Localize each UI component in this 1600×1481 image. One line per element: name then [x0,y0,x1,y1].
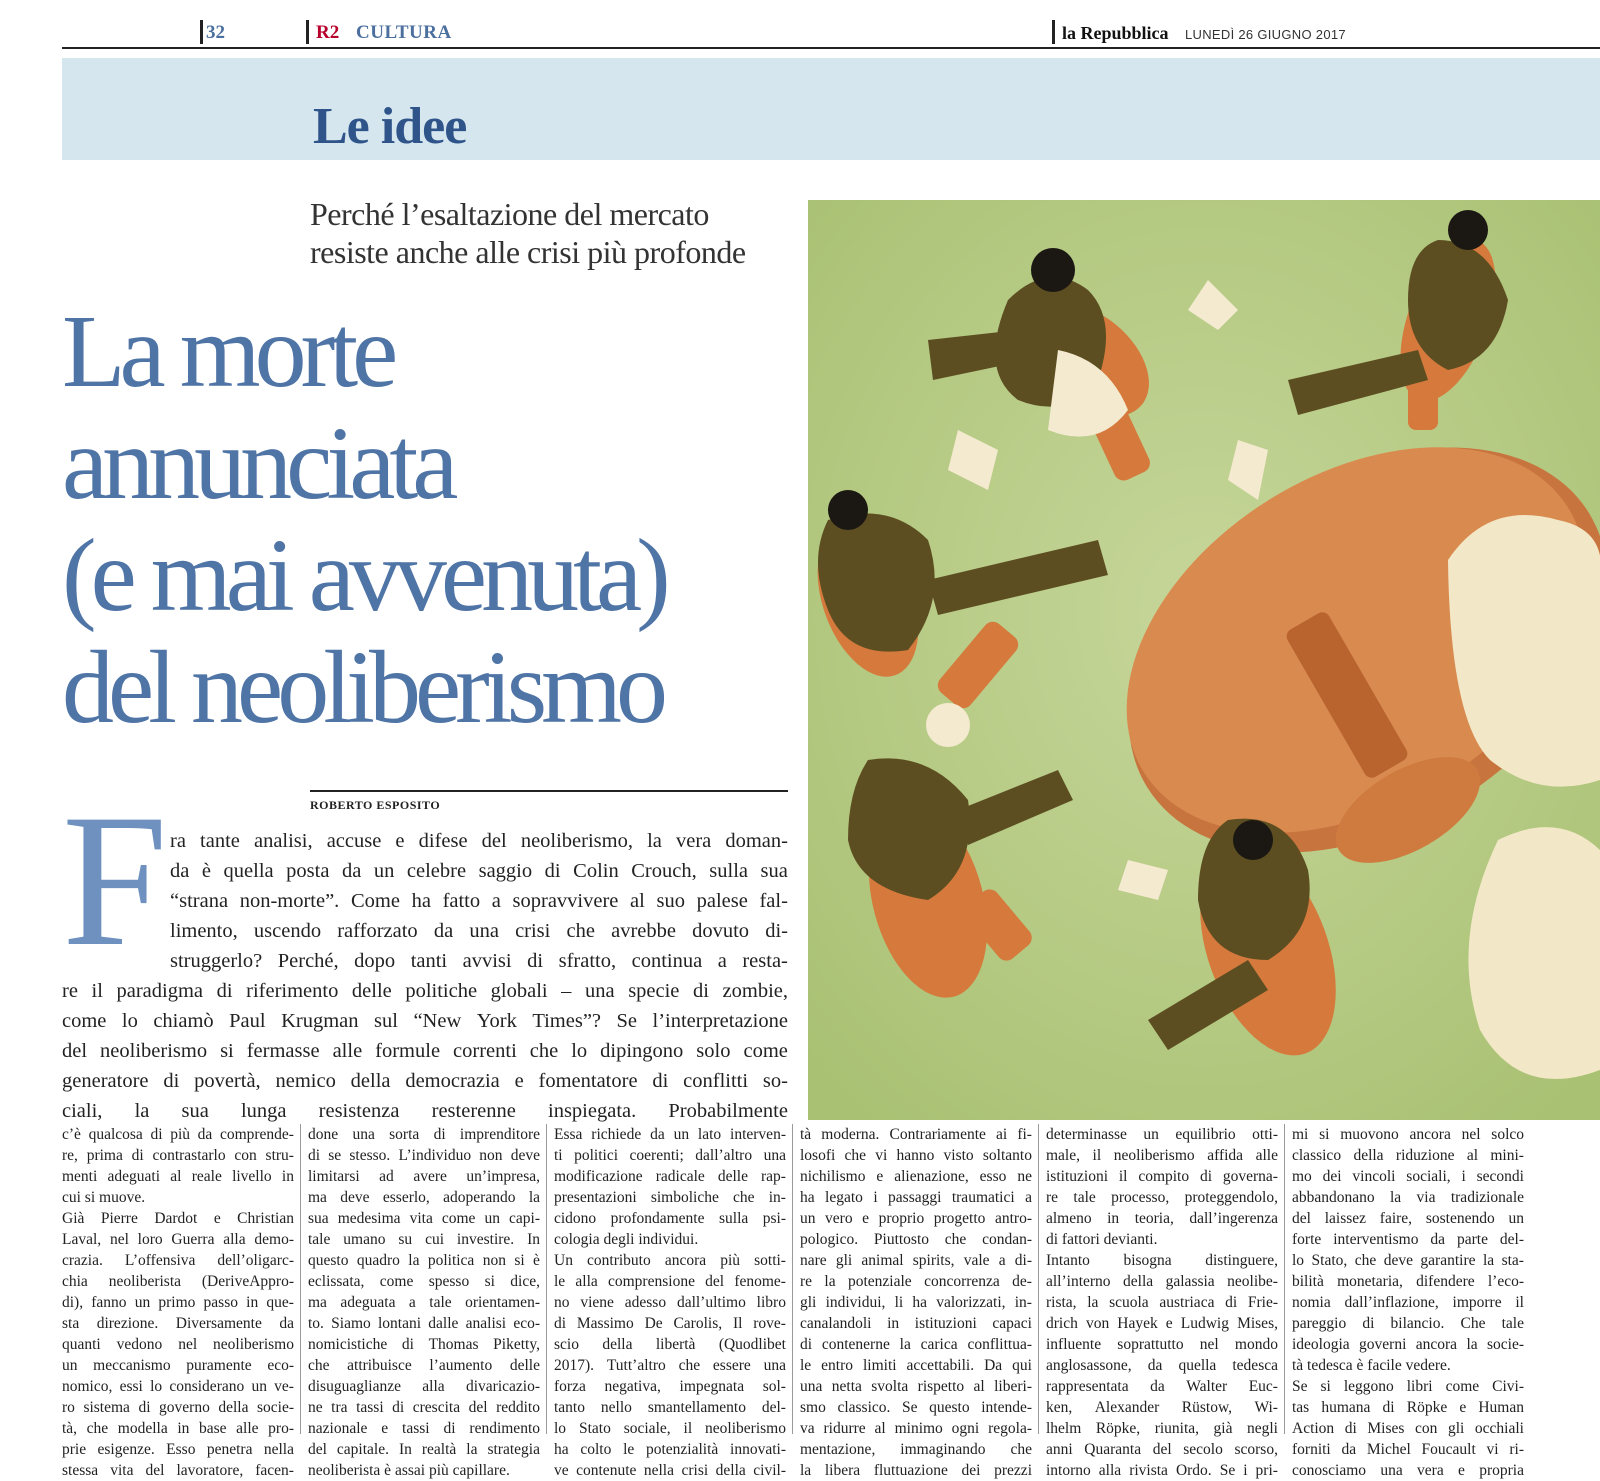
lead-line: limento, uscendo rafforzato da una crisi che avrebbe dovuto di- [170,920,788,942]
header-rule [62,47,1600,49]
page-number-divider [200,20,203,44]
subtitle [310,195,810,271]
section-divider [306,20,309,44]
body-line: tà moderna. Contrariamente ai fi- [800,1126,1032,1143]
body-line: forza negativa, impegnata sol- [554,1378,786,1395]
body-line: pologico. Piuttosto che condan- [800,1231,1032,1248]
body-line: male, il neoliberismo affida alle [1046,1147,1278,1164]
body-line: mentazione, immaginando che [800,1441,1032,1458]
lead-line: ciali, la sua lunga resistenza resterenne inspiegata. Probabilmente [62,1100,788,1122]
body-line: tanto nello smantellamento del- [554,1399,786,1416]
body-line: nichilismo e alienazione, esso ne [800,1168,1032,1185]
body-line: ha legato i passaggi traumatici a [800,1189,1032,1206]
body-line: limitarsi ad avere un’impresa, [308,1168,540,1185]
body-line: forte interventismo da parte del- [1292,1231,1524,1248]
headline-line: La morte [62,294,393,409]
body-line: ideologia governi ancora la socie- [1292,1336,1524,1353]
body-line: ne tra tassi di crescita del reddito [308,1399,540,1416]
column-rule [300,1124,301,1434]
body-line: determinasse un equilibrio otti- [1046,1126,1278,1143]
section-name: CULTURA [356,22,452,43]
body-line: drich von Hayek e Ludwig Mises, [1046,1315,1278,1332]
body-line: tà tedesca è facile vedere. [1292,1357,1451,1374]
body-line: ve contenute nella crisi della civil- [554,1462,786,1479]
body-line: re, prima di contrastarlo con stru- [62,1147,294,1164]
body-line: gli individui, li ha valorizzati, in- [800,1294,1032,1311]
body-line: losofi che vi hanno visto soltanto [800,1147,1032,1164]
body-line: conosciamo una vera e propria [1292,1462,1524,1479]
body-line: Già Pierre Dardot e Christian [62,1210,294,1227]
body-line: crazia. L’offensiva dell’oligarc- [62,1252,294,1269]
lead-line: come lo chiamò Paul Krugman sul “New York Times”? Se l’interpretazione [62,1010,788,1032]
body-line: bilità monetaria, difendere l’eco- [1292,1273,1524,1290]
section-band [62,58,1600,160]
page-number: 32 [206,22,225,43]
masthead: la Repubblica [1062,23,1169,43]
body-line: mi si muovono ancora nel solco [1292,1126,1524,1143]
body-line: abbandonano la via tradizionale [1292,1189,1524,1206]
body-line: un vero e proprio progetto antro- [800,1210,1032,1227]
body-line: le entro limiti accettabili. Da qui [800,1357,1032,1374]
body-line: classico della riduzione al mini- [1292,1147,1524,1164]
lead-line: generatore di povertà, nemico della democrazia e fomentatore di conflitti so- [62,1070,788,1092]
body-line: re tale processo, proteggendolo, [1046,1189,1278,1206]
headline-line: (e mai avvenuta) [62,518,665,633]
body-line: nazionale e tassi di rendimento [308,1420,540,1437]
body-line: le alla comprensione del fenome- [554,1273,786,1290]
body-line: menti adeguati al reale livello in [62,1168,294,1185]
body-line: rista, la scuola austriaca di Frie- [1046,1294,1278,1311]
body-line: ken, Alexander Rüstow, Wi- [1046,1399,1278,1416]
column-rule [1038,1124,1039,1434]
headline-line: del neoliberismo [62,630,663,745]
body-line: va ridurre al minimo ogni regola- [800,1420,1032,1437]
body-line: sua medesima vita come un capi- [308,1210,540,1227]
subtitle-line: resiste anche alle crisi più profonde [310,234,746,270]
body-column [800,1124,1032,1481]
body-line: c’è qualcosa di più da comprende- [62,1126,294,1143]
body-line: all’interno della galassia neolibe- [1046,1273,1278,1290]
body-line: Se si leggono libri come Civi- [1292,1378,1524,1395]
column-rule [792,1124,793,1434]
body-line: rappresentata da Walter Euc- [1046,1378,1278,1395]
body-line: ma adeguata a tale orientamen- [308,1294,540,1311]
body-line: di se stesso. L’individuo non deve [308,1147,540,1164]
body-line: forniti da Michel Foucault vi ri- [1292,1441,1524,1458]
lead-line: da è quella posta da un celebre saggio di Colin Crouch, sulla sua [170,860,788,882]
body-line: tas humana di Röpke e Human [1292,1399,1524,1416]
body-line: sta direzione. Diversamente da [62,1315,294,1332]
body-line: istituzioni il compito di governa- [1046,1168,1278,1185]
body-line: che attribuisce l’aumento delle [308,1357,540,1374]
body-line: nare gli animal spirits, vale a di- [800,1252,1032,1269]
body-line: modificazione radicale delle rap- [554,1168,786,1185]
body-line: anglosassone, da quella tedesca [1046,1357,1278,1374]
body-line: smo classico. Se questo intende- [800,1399,1032,1416]
lead-paragraph [62,826,788,1126]
drop-cap: F [62,776,168,986]
body-line: chia neoliberista (DeriveAppro- [62,1273,294,1290]
body-line: stessa vita del lavoratore, facen- [62,1462,294,1479]
column-rule [546,1124,547,1434]
body-line: ro sistema di governo della socie- [62,1399,294,1416]
body-line: nomico, essi lo considerano un ve- [62,1378,294,1395]
body-line: del capitale. In realtà la strategia [308,1441,540,1458]
lead-line: ra tante analisi, accuse e difese del neoliberismo, la vera doman- [170,830,788,852]
body-line: del laissez faire, sostenendo un [1292,1210,1524,1227]
body-line: Un contributo ancora più sotti- [554,1252,786,1269]
body-line: almeno in teoria, dall’ingerenza [1046,1210,1278,1227]
byline-rule [310,790,788,792]
body-line: di), fanno un primo passo in que- [62,1294,294,1311]
body-line: nomia dall’inflazione, imporre il [1292,1294,1524,1311]
body-line: la libera fluttuazione dei prezzi [800,1462,1032,1479]
body-line: Intanto bisogna distinguere, [1046,1252,1278,1269]
body-line: ti politici coerenti; dall’altro una [554,1147,786,1164]
body-line: to. Siamo lontani dalle analisi eco- [308,1315,540,1332]
article-illustration [808,200,1600,1120]
body-column [1046,1124,1278,1481]
body-line: nomicistiche di Thomas Piketty, [308,1336,540,1353]
headline-line: annunciata [62,406,453,521]
body-line: una netta svolta rispetto al liberi- [800,1378,1032,1395]
body-column [62,1124,294,1481]
body-line: Action di Mises con gli occhiali [1292,1420,1524,1437]
body-line: re la potenziale concorrenza de- [800,1273,1032,1290]
body-line: cidono profondamente sulla psi- [554,1210,786,1227]
masthead-divider [1052,20,1055,44]
body-line: questo quadro la politica non si è [308,1252,540,1269]
body-line: di Massimo De Carolis, Il rove- [554,1315,786,1332]
issue-date: LUNEDÌ 26 GIUGNO 2017 [1185,27,1346,42]
body-line: prie esigenze. Esso penetra nella [62,1441,294,1458]
kicker: Le idee [313,98,467,155]
body-line: cologia degli individui. [554,1231,699,1248]
headline [62,296,802,744]
body-line: presentazioni simboliche che in- [554,1189,786,1206]
lead-line: “strana non-morte”. Come ha fatto a sopravvivere al suo palese fal- [170,890,788,912]
body-line: scio della libertà (Quodlibet [554,1336,786,1353]
body-line: done una sorta di imprenditore [308,1126,540,1143]
body-line: cui si muove. [62,1189,146,1206]
byline: ROBERTO ESPOSITO [310,798,441,812]
body-line: influente soprattutto nel mondo [1046,1336,1278,1353]
body-line: disuguaglianze alla divaricazio- [308,1378,540,1395]
body-line: tà, che modella in base alle pro- [62,1420,294,1437]
body-line: 2017). Tutt’altro che essere una [554,1357,786,1374]
body-column [1292,1124,1524,1481]
body-line: intorno alla rivista Ordo. Se i pri- [1046,1462,1278,1479]
body-line: pareggio di bilancio. Che tale [1292,1315,1524,1332]
body-line: lo Stato, che deve garantire la sta- [1292,1252,1524,1269]
column-rule [1284,1124,1285,1434]
body-line: lo Stato sociale, il neoliberismo [554,1420,786,1437]
body-line: eclissata, come spesso si dice, [308,1273,540,1290]
body-line: di contenerne la carica conflittua- [800,1336,1032,1353]
body-line: Essa richiede da un lato interven- [554,1126,786,1143]
body-line: canalandoli in istituzioni capaci [800,1315,1032,1332]
body-line: lhelm Röpke, riunita, già negli [1046,1420,1278,1437]
body-line: tale umano su cui investire. In [308,1231,540,1248]
lead-line: struggerlo? Perché, dopo tanti avvisi di sfratto, continua a resta- [170,950,788,972]
body-column [308,1124,540,1481]
body-line: quanti vedono nel neoliberismo [62,1336,294,1353]
body-line: ma deve esserlo, adoperando la [308,1189,540,1206]
section-prefix: R2 [316,22,340,43]
subtitle-line: Perché l’esaltazione del mercato [310,196,709,232]
body-line: ha colto le potenzialità innovati- [554,1441,786,1458]
body-column [554,1124,786,1481]
body-line: neoliberista è assai più capillare. [308,1462,510,1479]
body-line: di fattori devianti. [1046,1231,1158,1248]
body-line: no viene adesso dall’ultimo libro [554,1294,786,1311]
body-line: anni Quaranta del secolo scorso, [1046,1441,1278,1458]
body-line: Laval, nel loro Guerra alla demo- [62,1231,294,1248]
lead-line: re il paradigma di riferimento delle politiche globali – una specie di zombie, [62,980,788,1002]
body-line: un meccanismo puramente eco- [62,1357,294,1374]
lead-line: del neoliberismo si fermasse alle formule correnti che lo dipingono solo come [62,1040,788,1062]
body-line: mo dei vincoli sociali, i secondi [1292,1168,1524,1185]
